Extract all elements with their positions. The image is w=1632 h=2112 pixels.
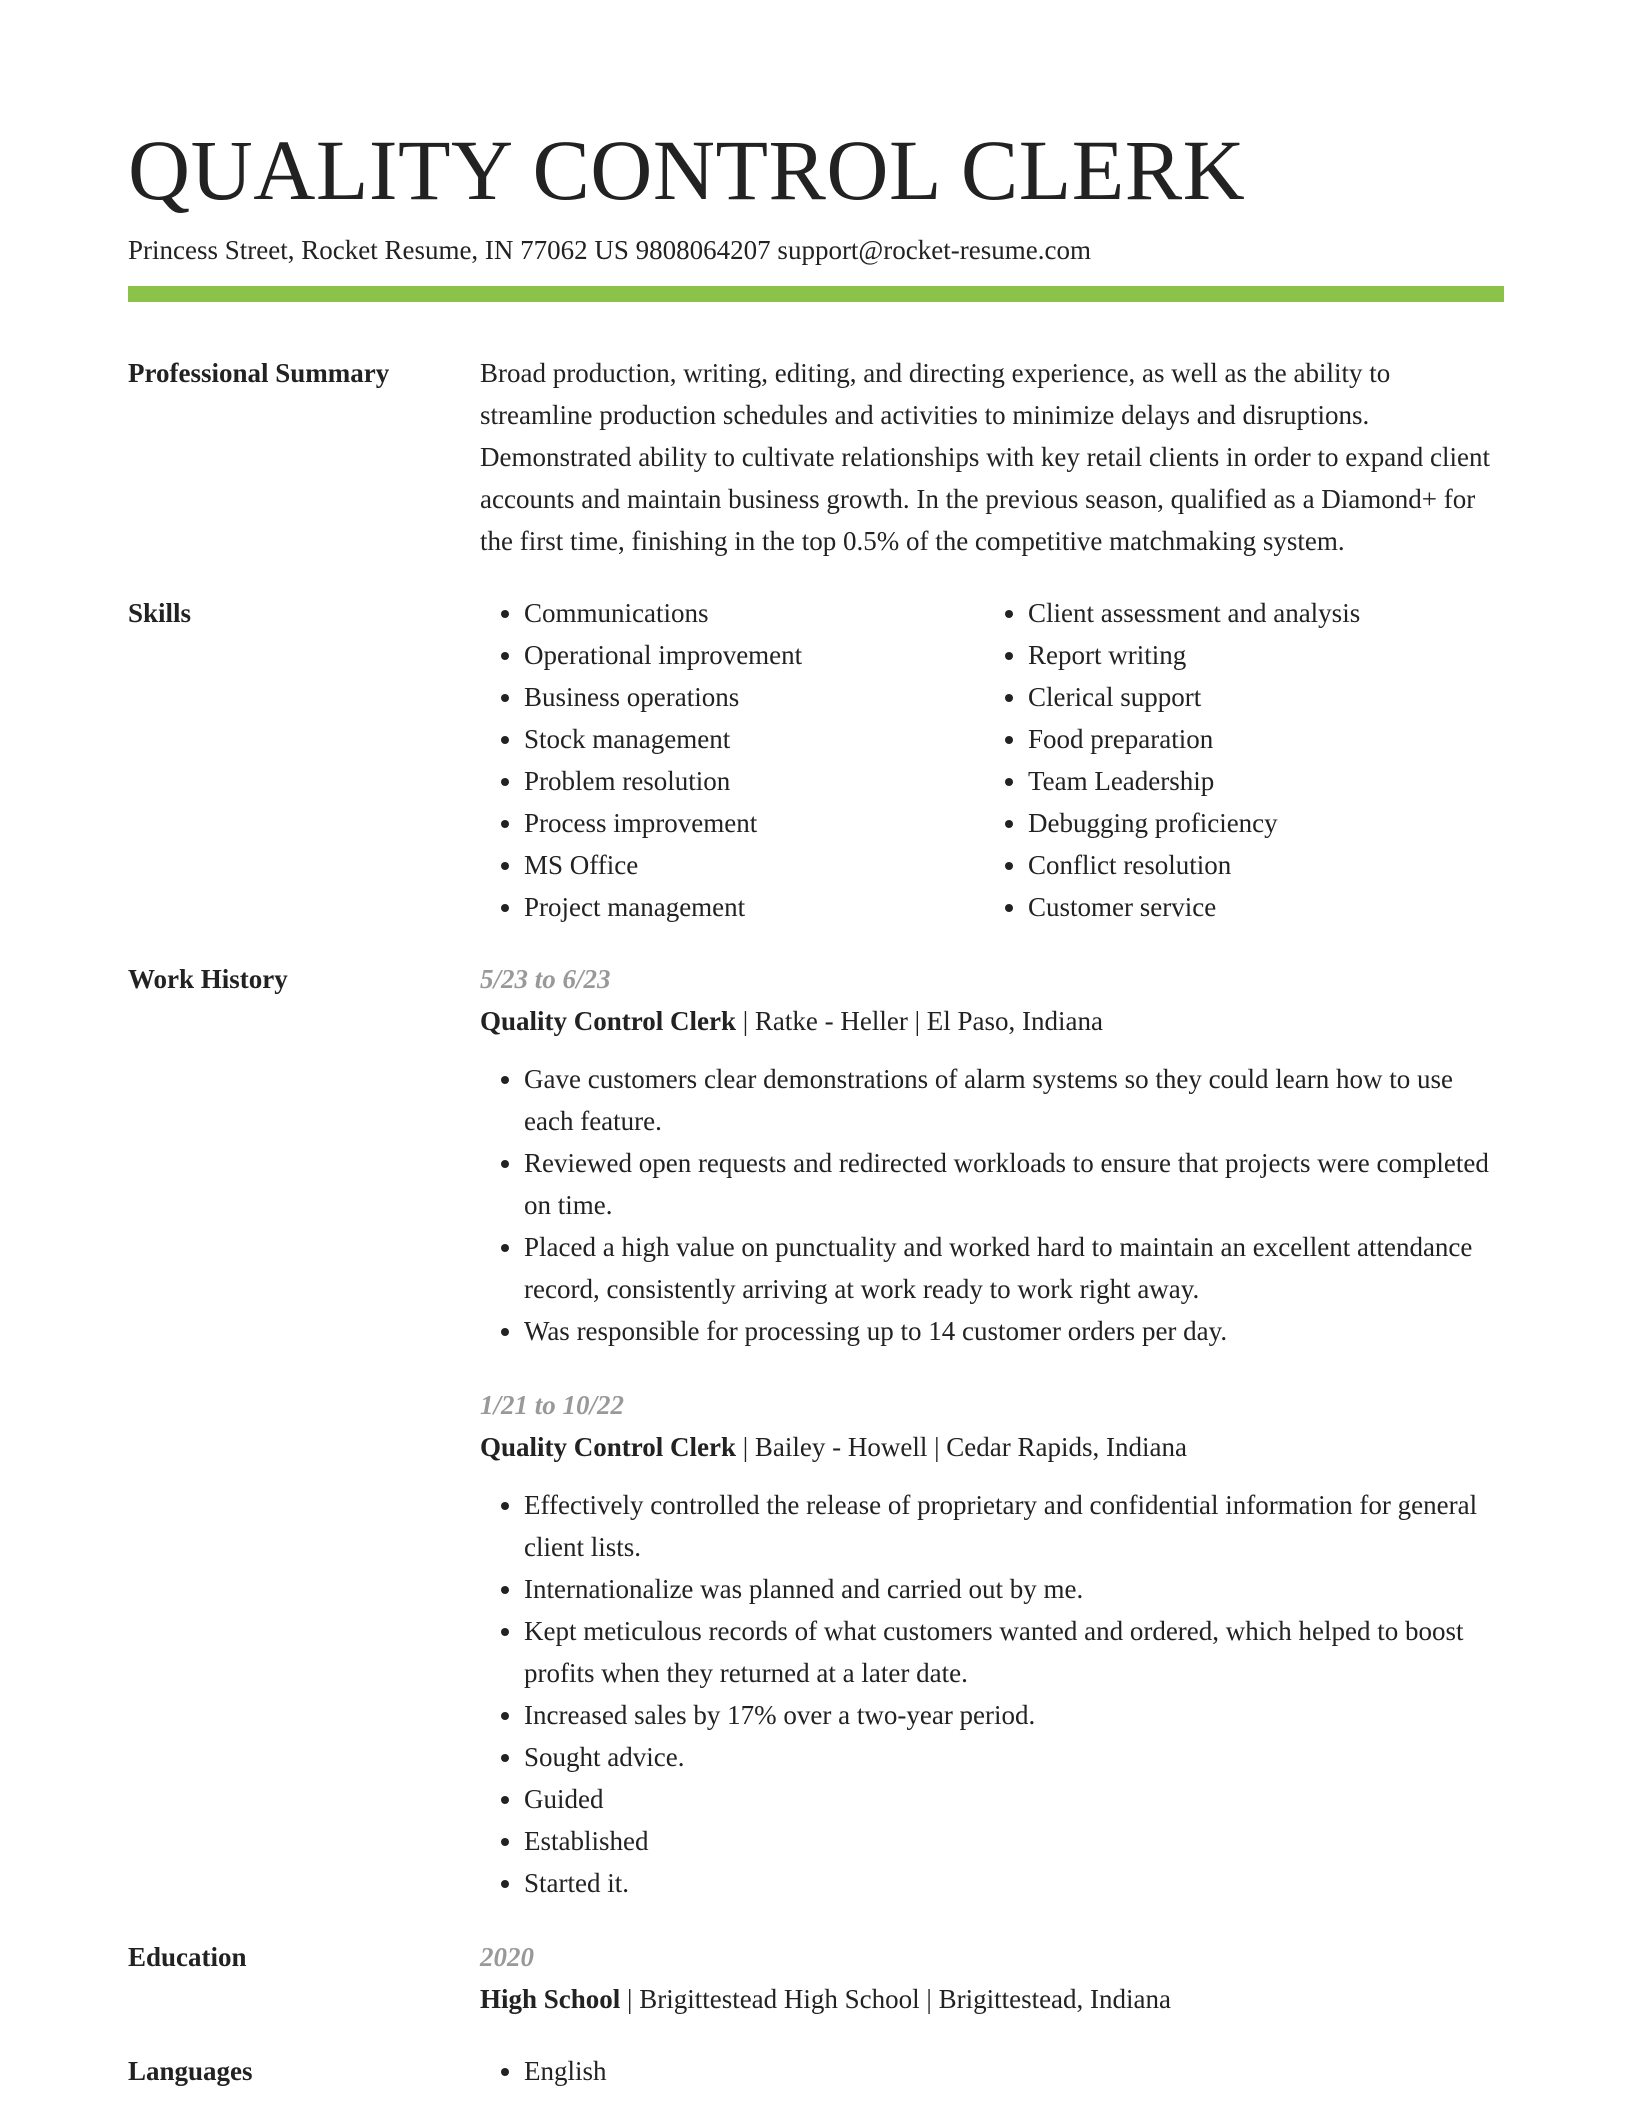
job-heading	[480, 1426, 1504, 1468]
job-bullet: • Sought advice.	[524, 1736, 1504, 1778]
job-bullet: • Was responsible for processing up to 14 customer orders per day.	[524, 1310, 1504, 1352]
job-bullet: • Internationalize was planned and carried out by me.	[524, 1568, 1504, 1610]
job-title: Quality Control Clerk	[480, 1432, 736, 1462]
languages-section	[128, 2050, 1504, 2092]
skills-list-left	[480, 592, 984, 928]
professional-summary-section	[128, 352, 1504, 562]
skill-item: • Operational improvement	[524, 634, 984, 676]
skill-item: • MS Office	[524, 844, 984, 886]
skill-item: • Client assessment and analysis	[1028, 592, 1488, 634]
resume-page	[128, 0, 1504, 2092]
job-bullet: • Increased sales by 17% over a two-year period.	[524, 1694, 1504, 1736]
skill-item: • Report writing	[1028, 634, 1488, 676]
education-heading	[480, 1978, 1504, 2020]
section-label-education: Education	[128, 1942, 247, 1972]
skill-item: • Process improvement	[524, 802, 984, 844]
job-dates: 5/23 to 6/23	[480, 964, 611, 994]
skills-section	[128, 592, 1504, 928]
job-bullets	[480, 1058, 1504, 1352]
job-bullet: • Gave customers clear demonstrations of alarm systems so they could learn how to use each feature.	[524, 1058, 1504, 1142]
skill-item: • Problem resolution	[524, 760, 984, 802]
skill-item: • Stock management	[524, 718, 984, 760]
accent-divider	[128, 286, 1504, 302]
job-bullet: • Effectively controlled the release of proprietary and confidential information for general client lists.	[524, 1484, 1504, 1568]
job-bullet: • Established	[524, 1820, 1504, 1862]
section-label-work-history: Work History	[128, 964, 288, 994]
section-label-languages: Languages	[128, 2056, 253, 2086]
job-bullets	[480, 1484, 1504, 1904]
job-bullet: • Started it.	[524, 1862, 1504, 1904]
skill-item: • Communications	[524, 592, 984, 634]
job-heading	[480, 1000, 1504, 1042]
job-entry	[480, 958, 1504, 1352]
education-details: | Brigittestead High School | Brigittestead, Indiana	[620, 1984, 1172, 2014]
skill-item: • Conflict resolution	[1028, 844, 1488, 886]
section-label-summary: Professional Summary	[128, 358, 390, 388]
job-bullet: • Guided	[524, 1778, 1504, 1820]
education-year: 2020	[480, 1942, 534, 1972]
job-bullet: • Placed a high value on punctuality and worked hard to maintain an excellent attendance record, consistently arriving at work ready to work right away.	[524, 1226, 1504, 1310]
skill-item: • Food preparation	[1028, 718, 1488, 760]
section-label-skills: Skills	[128, 598, 192, 628]
summary-text: Broad production, writing, editing, and directing experience, as well as the ability to streamline production schedules and activities to minimize delays and disruptions. Demonstrated ability to cultivate relationships with key retail clients in order to expand client accounts and maintain business growth. In the previous season, qualified as a Diamond+ for the first time, finishing in the top 0.5% of the competitive matchmaking system.	[480, 358, 1490, 556]
education-section	[128, 1936, 1504, 2020]
contact-line: Princess Street, Rocket Resume, IN 77062 US 9808064207 support@rocket-resume.com	[128, 235, 1091, 265]
skill-item: • Debugging proficiency	[1028, 802, 1488, 844]
job-dates: 1/21 to 10/22	[480, 1390, 625, 1420]
skill-item: • Project management	[524, 886, 984, 928]
languages-list	[480, 2050, 1504, 2092]
skills-list-right	[984, 592, 1488, 928]
job-title: Quality Control Clerk	[480, 1006, 736, 1036]
education-degree: High School	[480, 1984, 621, 2014]
work-history-section	[128, 958, 1504, 1904]
skill-item: • Business operations	[524, 676, 984, 718]
job-details: | Ratke - Heller | El Paso, Indiana	[736, 1006, 1103, 1036]
job-bullet: • Kept meticulous records of what customers wanted and ordered, which helped to boost profits when they returned at a later date.	[524, 1610, 1504, 1694]
resume-name-heading: QUALITY CONTROL CLERK	[128, 122, 1246, 218]
job-details: | Bailey - Howell | Cedar Rapids, Indiana	[736, 1432, 1187, 1462]
skill-item: • Team Leadership	[1028, 760, 1488, 802]
job-entry	[480, 1384, 1504, 1904]
skill-item: • Customer service	[1028, 886, 1488, 928]
job-bullet: • Reviewed open requests and redirected workloads to ensure that projects were completed on time.	[524, 1142, 1504, 1226]
language-item: • English	[524, 2050, 1504, 2092]
skill-item: • Clerical support	[1028, 676, 1488, 718]
